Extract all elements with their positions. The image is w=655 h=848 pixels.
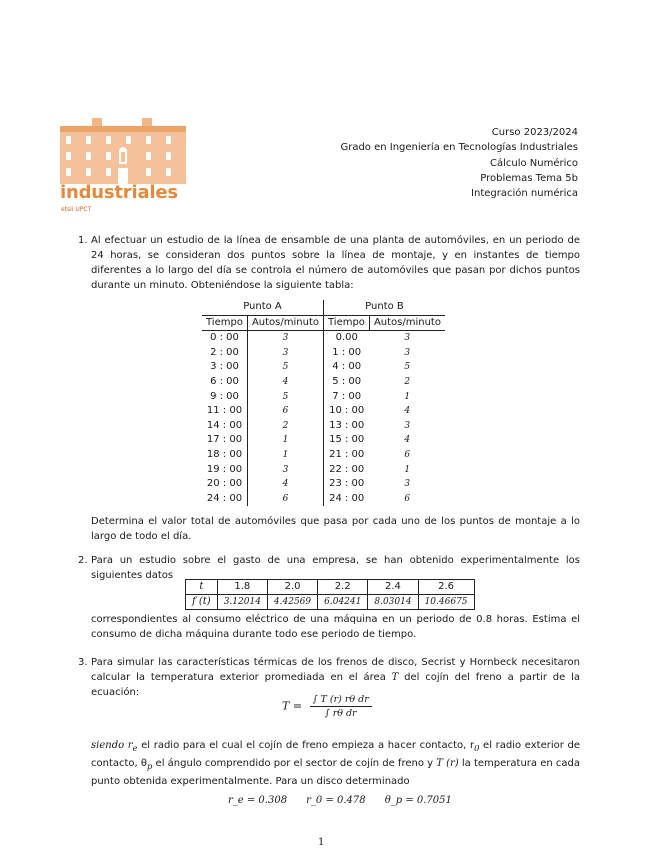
page-number: 1 <box>318 837 325 848</box>
problem-1 <box>78 233 580 293</box>
problem-text-after: correspondientes al consumo eléctrico de una máquina en un periodo de 0.8 horas. Estima el consumo de dicha máquina durante todo ese periodo de tiempo. <box>91 614 580 640</box>
table-cell: 11 : 00 <box>202 404 247 419</box>
table-cell: 3 <box>247 331 323 346</box>
text-part: el radio para el cual el cojín de freno empieza a hacer contacto, r <box>137 740 475 751</box>
column-header: Tiempo <box>202 315 247 331</box>
subscript: p <box>147 761 153 771</box>
table-row <box>202 360 445 375</box>
text-part: Para simular las características térmicas de los frenos de disco, Secrist y Hornbeck necesitaron calcular la temperatura exterior promediada en el área <box>91 657 580 683</box>
table-row <box>202 433 445 448</box>
problem-text: Al efectuar un estudio de la línea de ensamble de una planta de automóviles, en un periodo de 24 horas, se consideran dos puntos sobre la línea de montaje, y en instantes de tiempo diferentes a lo largo del día se controla el número de automóviles que pasan por dichos puntos durante un minuto. Obteniéndose la siguiente tabla: <box>91 235 580 291</box>
table-cell: 4.42569 <box>267 595 317 610</box>
equation-fraction <box>310 694 372 719</box>
group-header-a: Punto A <box>202 300 323 315</box>
table-cell: 24 : 00 <box>329 492 365 504</box>
table-cell: 2 <box>404 376 411 387</box>
table-cell: 2.6 <box>418 580 474 595</box>
text-part: el ángulo comprendido por el sector de cojín de freno y <box>152 758 437 769</box>
table-cell: 5 : 00 <box>332 375 362 387</box>
table-cell: 4 <box>404 406 411 417</box>
table-cell: 2.4 <box>368 580 418 595</box>
problem-number: 1. <box>78 235 88 246</box>
table-row <box>202 477 445 492</box>
equation-denominator: ∫ rθ dr <box>324 708 357 719</box>
table-cell: 6 : 00 <box>202 375 247 390</box>
text-part: siendo r <box>91 740 133 751</box>
document-header <box>340 125 578 201</box>
text-part: la temperatura en cada punto obtenida experimentalmente. Para un disco determinado <box>91 758 581 787</box>
subscript: e <box>132 743 138 753</box>
table-row <box>202 390 445 405</box>
table-cell: 2 : 00 <box>202 346 247 361</box>
table-cell: 10.46675 <box>418 595 474 610</box>
problem-number: 3. <box>78 657 88 668</box>
table-cell: 5 <box>247 390 323 405</box>
table-cell: 1 <box>404 391 411 402</box>
text-part: del cojín del freno a partir de la ecuación: <box>91 672 580 698</box>
table-row <box>202 404 445 419</box>
table-cell: 8.03014 <box>368 595 418 610</box>
table-cell: 1 : 00 <box>332 346 362 358</box>
table-cell: 20 : 00 <box>202 477 247 492</box>
table-cell: 5 <box>404 362 411 373</box>
table-cell: 9 : 00 <box>202 390 247 405</box>
table-cell: 6 <box>404 493 411 504</box>
math-variable: T <box>391 672 399 683</box>
degree-line: Grado en Ingeniería en Tecnologías Industriales <box>340 142 578 154</box>
problem-3-continued <box>78 738 580 789</box>
table-cell: 21 : 00 <box>329 448 365 460</box>
table-cell: 10 : 00 <box>329 405 365 417</box>
equation-numerator: ∫ T (r) rθ dr <box>310 694 372 707</box>
table-cell: 6.04241 <box>318 595 368 610</box>
table-cell: 1 <box>247 448 323 463</box>
logo-subtitle: etsii UPCT <box>61 206 92 213</box>
table-cell: 7 : 00 <box>332 390 362 402</box>
table-cell: 6 <box>404 449 411 460</box>
text-part: el radio exterior de contacto, θ <box>91 740 581 769</box>
table-row <box>202 419 445 434</box>
table-cell: 24 : 00 <box>202 492 247 507</box>
table-cell: 2.2 <box>318 580 368 595</box>
building-logo-icon <box>60 118 186 184</box>
table-row <box>186 595 475 610</box>
table-row <box>202 448 445 463</box>
table-cell: 3 <box>247 346 323 361</box>
table-cell: 3 : 00 <box>202 360 247 375</box>
disc-parameters: r_e = 0.308 r_0 = 0.478 θ_p = 0.7051 <box>228 795 452 806</box>
row-label: t <box>186 580 218 595</box>
table-cell: 3 <box>404 479 411 490</box>
table-row <box>202 463 445 478</box>
table-cell: 2 <box>247 419 323 434</box>
table-cell: 3 <box>247 463 323 478</box>
course-line: Curso 2023/2024 <box>491 127 578 138</box>
problem-2-after <box>78 612 580 642</box>
table-cell: 6 <box>247 492 323 507</box>
consumption-table <box>185 579 475 610</box>
table-row <box>202 375 445 390</box>
equation <box>282 694 372 719</box>
table-cell: 1 <box>247 433 323 448</box>
column-header: Autos/minuto <box>369 315 445 331</box>
traffic-table <box>202 300 445 506</box>
table-row <box>202 492 445 507</box>
logo-wordmark: industriales <box>60 182 178 203</box>
problems-line: Problemas Tema 5b <box>480 172 578 184</box>
subscript: 0 <box>474 743 480 753</box>
row-label: f (t) <box>186 595 218 610</box>
table-cell: 15 : 00 <box>329 434 365 446</box>
table-cell: 17 : 00 <box>202 433 247 448</box>
table-cell: 3 <box>404 333 411 344</box>
equation-lhs: T = <box>282 699 303 713</box>
table-cell: 4 <box>404 435 411 446</box>
table-cell: 19 : 00 <box>202 463 247 478</box>
subject-line: Cálculo Numérico <box>489 157 578 169</box>
column-header: Tiempo <box>323 315 369 331</box>
table-cell: 22 : 00 <box>329 463 365 475</box>
problem-number: 2. <box>78 555 88 566</box>
problem-1-question <box>78 514 580 544</box>
table-cell: 18 : 00 <box>202 448 247 463</box>
table-row <box>202 331 445 346</box>
table-cell: 5 <box>247 360 323 375</box>
group-header-b: Punto B <box>323 300 444 315</box>
problem-text <box>91 738 580 789</box>
table-cell: 4 : 00 <box>332 361 362 373</box>
column-header: Autos/minuto <box>247 315 323 331</box>
logo <box>60 118 190 218</box>
table-cell: 4 <box>247 477 323 492</box>
table-cell: 0.00 <box>335 332 358 344</box>
table-row <box>186 580 475 595</box>
math-expression: T (r) <box>436 758 459 769</box>
table-cell: 14 : 00 <box>202 419 247 434</box>
table-cell: 1.8 <box>217 580 267 595</box>
table-cell: 3.12014 <box>217 595 267 610</box>
table-cell: 23 : 00 <box>329 478 365 490</box>
table-cell: 4 <box>247 375 323 390</box>
table-cell: 3 <box>404 420 411 431</box>
table-cell: 3 <box>404 347 411 358</box>
table-cell: 6 <box>247 404 323 419</box>
problem-text: Para un estudio sobre el gasto de una empresa, se han obtenido experimentalmente los siguientes datos <box>91 555 580 581</box>
table-cell: 0 : 00 <box>202 331 247 346</box>
table-row <box>202 346 445 361</box>
problem-question: Determina el valor total de automóviles que pasa por cada uno de los puntos de montaje a lo largo de todo el día. <box>91 516 580 542</box>
table-cell: 2.0 <box>267 580 317 595</box>
topic-line: Integración numérica <box>471 188 578 200</box>
table-cell: 13 : 00 <box>329 419 365 431</box>
table-cell: 1 <box>404 464 411 475</box>
